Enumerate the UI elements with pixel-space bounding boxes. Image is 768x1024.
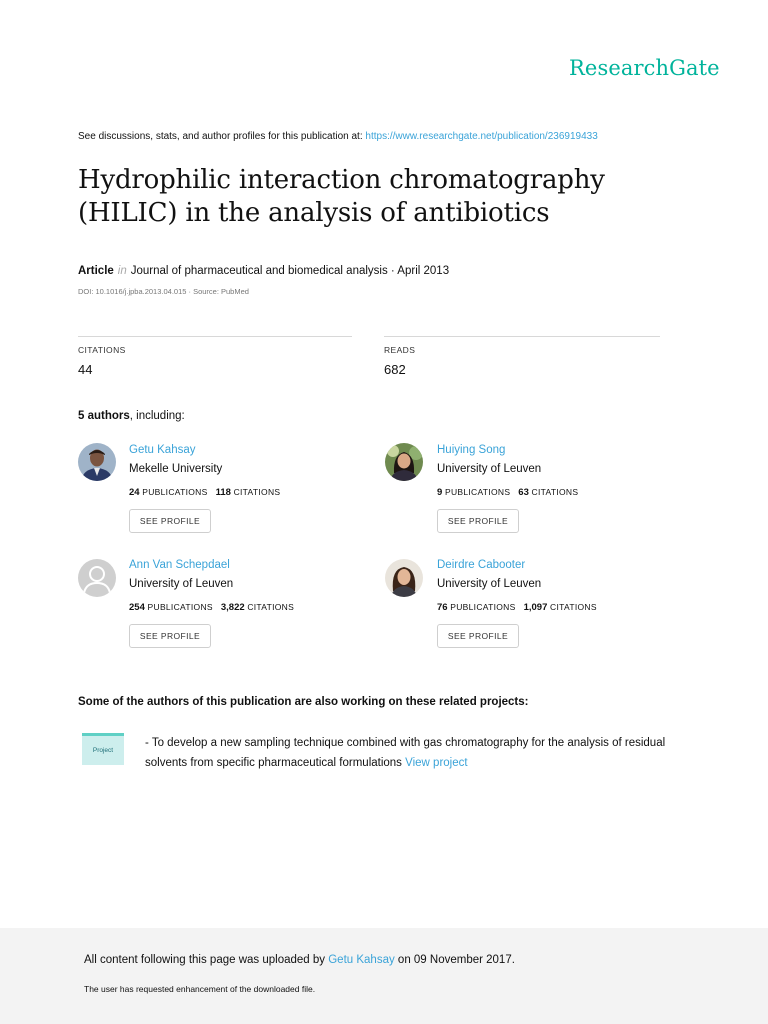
upload-footer xyxy=(0,928,768,1024)
publications-label: PUBLICATIONS xyxy=(450,602,516,612)
authors-heading xyxy=(78,410,185,422)
divider xyxy=(384,336,660,337)
citations-count: 3,822 xyxy=(220,602,245,613)
related-projects-heading: Some of the authors of this publication are also working on these related projects: xyxy=(78,696,529,708)
citations-label: CITATIONS xyxy=(531,487,579,497)
author-avatar[interactable] xyxy=(78,443,116,481)
author-name-link[interactable]: Ann Van Schepdael xyxy=(129,559,230,571)
author-stats xyxy=(437,487,578,498)
citations-label: CITATIONS xyxy=(233,487,281,497)
publication-title: Hydrophilic interaction chromatography (HILIC) in the analysis of antibiotics xyxy=(78,165,605,228)
publication-url-link[interactable]: https://www.researchgate.net/publication/236919433 xyxy=(365,131,598,142)
publications-label: PUBLICATIONS xyxy=(142,487,208,497)
enhancement-note: The user has requested enhancement of the downloaded file. xyxy=(84,984,316,994)
project-icon xyxy=(82,733,124,765)
author-institution: University of Leuven xyxy=(437,578,542,590)
publications-label: PUBLICATIONS xyxy=(444,487,511,497)
project-description xyxy=(145,733,685,773)
author-avatar[interactable] xyxy=(385,559,423,597)
author-avatar[interactable] xyxy=(78,559,116,597)
citations-label: CITATIONS xyxy=(247,602,295,612)
researchgate-logo[interactable]: ResearchGate xyxy=(569,56,720,80)
journal-name: Journal of pharmaceutical and biomedical analysis · April 2013 xyxy=(130,265,450,277)
avatar-photo-icon xyxy=(385,443,423,481)
upload-prefix: All content following this page was uploaded by xyxy=(84,954,326,966)
author-avatar[interactable] xyxy=(385,443,423,481)
project-text: - To develop a new sampling technique combined with gas chromatography for the analysis of residual solvents from specific pharmaceutical formulations xyxy=(145,737,666,769)
upload-info xyxy=(84,954,515,966)
in-label: in xyxy=(117,265,127,277)
discussion-line xyxy=(78,131,598,142)
publication-meta xyxy=(78,265,449,277)
citations-label: CITATIONS xyxy=(550,602,597,612)
reads-value: 682 xyxy=(384,362,406,377)
publications-count: 76 xyxy=(437,602,448,613)
reads-label: READS xyxy=(384,345,416,355)
view-project-link[interactable]: View project xyxy=(405,757,468,769)
author-institution: University of Leuven xyxy=(437,463,542,475)
author-stats xyxy=(129,487,280,498)
publications-count: 254 xyxy=(129,602,145,613)
divider xyxy=(78,336,352,337)
citations-label: CITATIONS xyxy=(78,345,126,355)
author-institution: Mekelle University xyxy=(129,463,223,475)
publications-count: 24 xyxy=(129,487,140,498)
default-user-icon xyxy=(78,559,116,597)
see-profile-button[interactable]: SEE PROFILE xyxy=(129,624,211,648)
project-icon-label: Project xyxy=(92,747,114,754)
authors-count: 5 authors xyxy=(78,410,130,422)
citations-count: 1,097 xyxy=(523,602,548,613)
see-profile-button[interactable]: SEE PROFILE xyxy=(437,509,519,533)
author-stats xyxy=(437,602,597,613)
publications-count: 9 xyxy=(437,487,443,498)
author-institution: University of Leuven xyxy=(129,578,234,590)
citations-count: 63 xyxy=(518,487,529,498)
doi-source: DOI: 10.1016/j.jpba.2013.04.015 · Source: PubMed xyxy=(78,287,249,296)
avatar-photo-icon xyxy=(78,443,116,481)
see-profile-button[interactable]: SEE PROFILE xyxy=(129,509,211,533)
discussion-text: See discussions, stats, and author profiles for this publication at: xyxy=(78,131,363,142)
author-name-link[interactable]: Deirdre Cabooter xyxy=(437,559,526,571)
article-type: Article xyxy=(78,265,114,277)
author-name-link[interactable]: Huiying Song xyxy=(437,444,506,456)
author-name-link[interactable]: Getu Kahsay xyxy=(129,444,196,456)
see-profile-button[interactable]: SEE PROFILE xyxy=(437,624,519,648)
publications-label: PUBLICATIONS xyxy=(147,602,213,612)
citations-value: 44 xyxy=(78,362,93,377)
avatar-photo-icon xyxy=(385,559,423,597)
author-stats xyxy=(129,602,294,613)
uploader-link[interactable]: Getu Kahsay xyxy=(328,954,395,966)
upload-date: on 09 November 2017. xyxy=(397,954,515,966)
citations-count: 118 xyxy=(215,487,231,498)
authors-suffix: , including: xyxy=(129,410,185,422)
